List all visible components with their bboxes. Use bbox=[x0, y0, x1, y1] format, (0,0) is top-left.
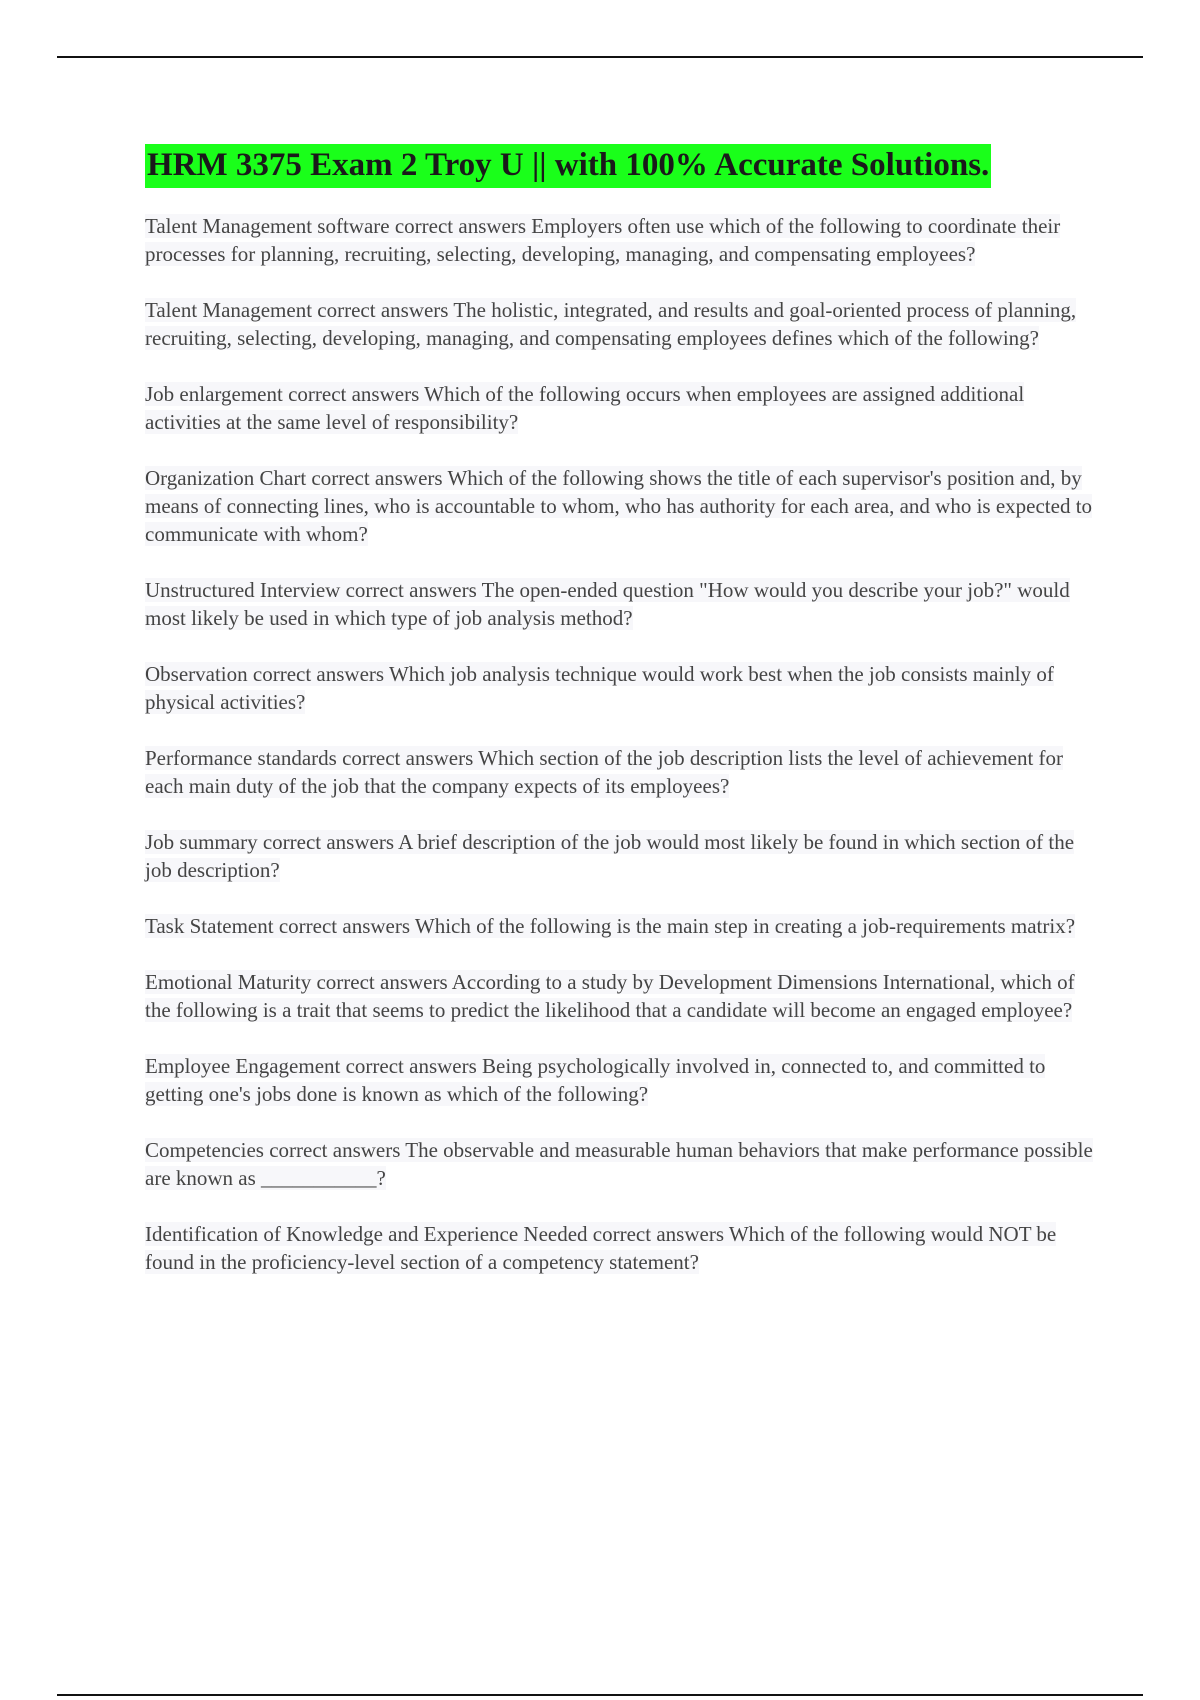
qa-text: Job enlargement correct answers Which of the following occurs when employees are assigned additional activities at the same level of responsibility? bbox=[145, 382, 1025, 434]
qa-item bbox=[145, 1220, 1095, 1276]
qa-text: Talent Management correct answers The holistic, integrated, and results and goal-oriented process of planning, recruiting, selecting, developing, managing, and compensating employees defines which of the following? bbox=[145, 298, 1077, 350]
top-rule bbox=[57, 56, 1143, 58]
qa-text: Employee Engagement correct answers Being psychologically involved in, connected to, and committed to getting one's jobs done is known as which of the following? bbox=[145, 1054, 1046, 1106]
qa-text: Task Statement correct answers Which of the following is the main step in creating a job-requirements matrix? bbox=[145, 914, 1076, 938]
qa-item bbox=[145, 380, 1095, 436]
qa-text: Observation correct answers Which job analysis technique would work best when the job consists mainly of physical activities? bbox=[145, 662, 1054, 714]
qa-list bbox=[145, 212, 1095, 1276]
qa-item bbox=[145, 744, 1095, 800]
qa-text: Competencies correct answers The observable and measurable human behaviors that make performance possible are known as ___________? bbox=[145, 1138, 1093, 1190]
qa-text: Job summary correct answers A brief description of the job would most likely be found in which section of the job description? bbox=[145, 830, 1075, 882]
qa-item bbox=[145, 212, 1095, 268]
qa-item bbox=[145, 576, 1095, 632]
document-body bbox=[145, 144, 1095, 1304]
qa-item bbox=[145, 968, 1095, 1024]
qa-text: Organization Chart correct answers Which of the following shows the title of each supervisor's position and, by means of connecting lines, who is accountable to whom, who has authority for each area, and who is expected to communicate with whom? bbox=[145, 466, 1093, 546]
qa-item bbox=[145, 296, 1095, 352]
bottom-rule bbox=[57, 1694, 1143, 1696]
qa-item bbox=[145, 912, 1095, 940]
qa-text: Performance standards correct answers Which section of the job description lists the level of achievement for each main duty of the job that the company expects of its employees? bbox=[145, 746, 1064, 798]
qa-text: Talent Management software correct answers Employers often use which of the following to coordinate their processes for planning, recruiting, selecting, developing, managing, and compensating employees? bbox=[145, 214, 1061, 266]
qa-item bbox=[145, 1136, 1095, 1192]
qa-item bbox=[145, 464, 1095, 548]
qa-item bbox=[145, 1052, 1095, 1108]
qa-text: Identification of Knowledge and Experience Needed correct answers Which of the following would NOT be found in the proficiency-level section of a competency statement? bbox=[145, 1222, 1057, 1274]
qa-text: Emotional Maturity correct answers According to a study by Development Dimensions International, which of the following is a trait that seems to predict the likelihood that a candidate will become an engaged employee? bbox=[145, 970, 1075, 1022]
qa-text: Unstructured Interview correct answers The open-ended question "How would you describe your job?" would most likely be used in which type of job analysis method? bbox=[145, 578, 1070, 630]
document-title: HRM 3375 Exam 2 Troy U || with 100% Accurate Solutions. bbox=[145, 144, 991, 188]
qa-item bbox=[145, 828, 1095, 884]
qa-item bbox=[145, 660, 1095, 716]
